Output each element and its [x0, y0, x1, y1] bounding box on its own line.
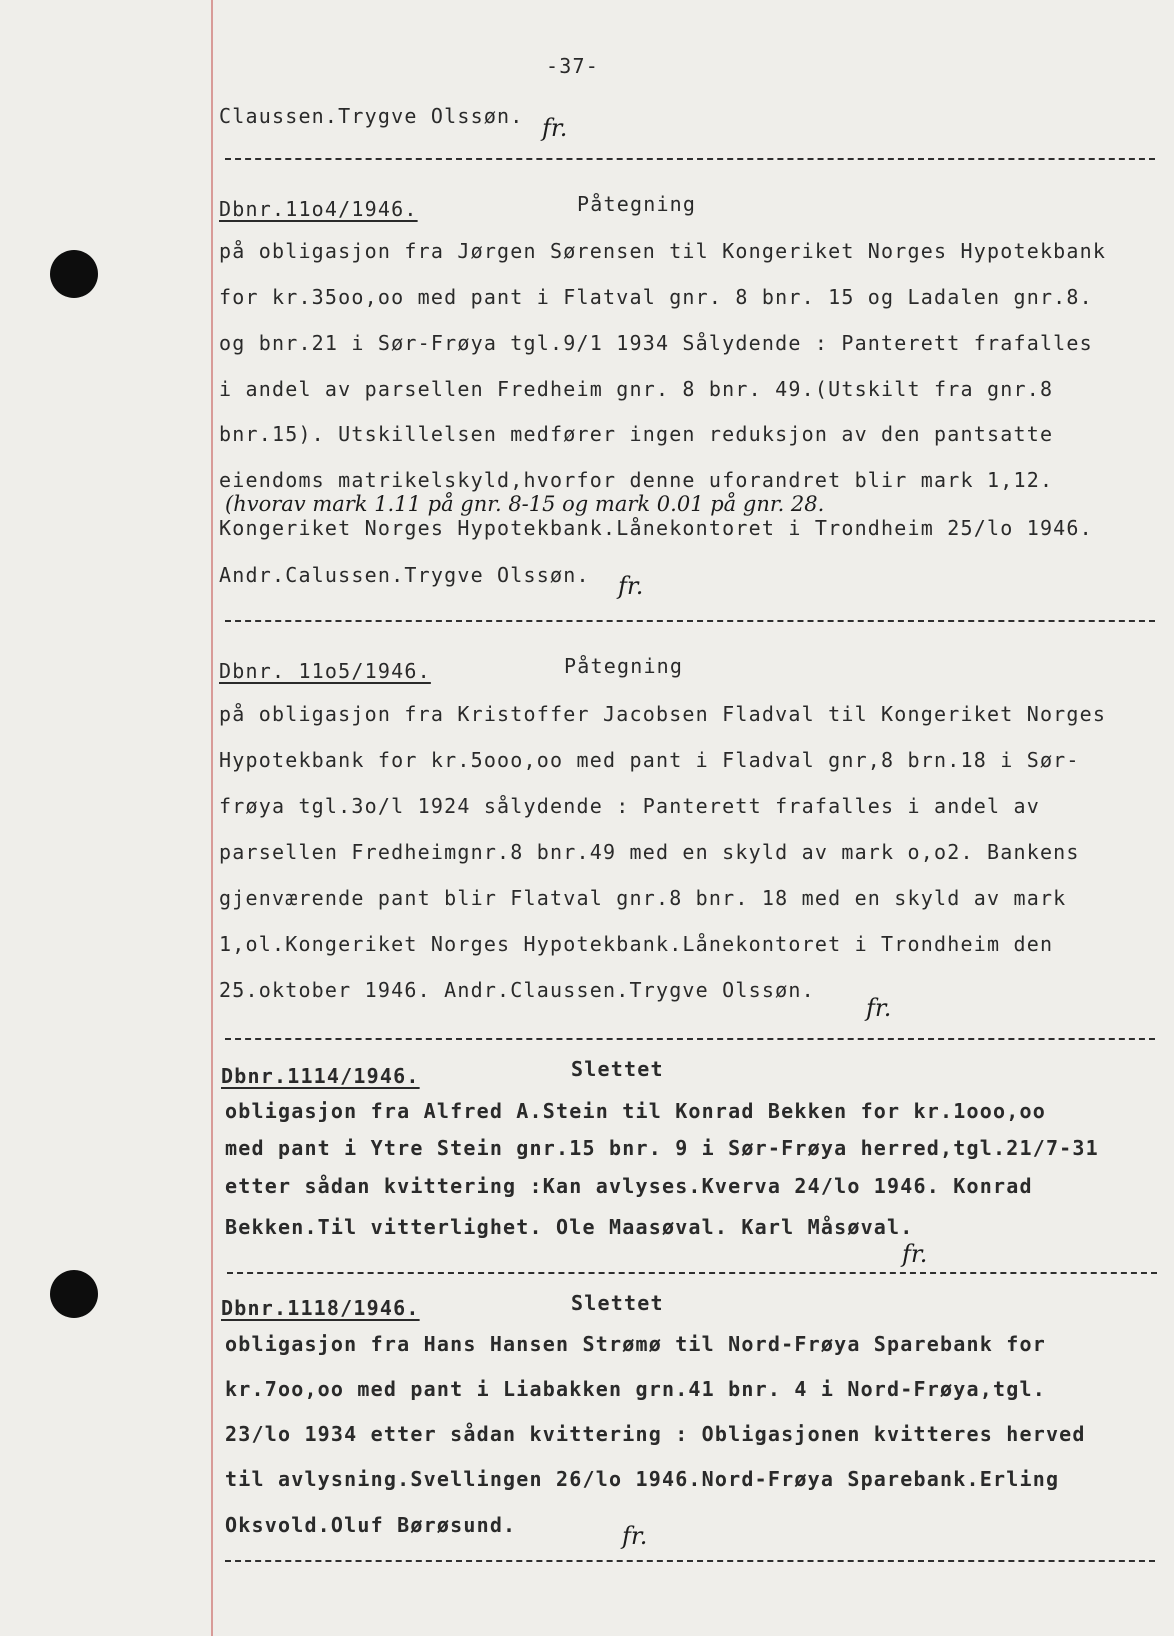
punch-hole: [50, 250, 98, 298]
entry-line: Oksvold.Oluf Børøsund.: [225, 1513, 517, 1537]
entry-line: på obligasjon fra Jørgen Sørensen til Kongeriket Norges Hypotekbank: [219, 239, 1107, 263]
entry-line: 25.oktober 1946. Andr.Claussen.Trygve Olssøn.: [219, 978, 815, 1002]
entry-line: obligasjon fra Hans Hansen Strømø til Nord-Frøya Sparebank for: [225, 1332, 1046, 1356]
entry-ref: Dbnr. 11o5/1946.: [219, 659, 431, 683]
initials-mark: fr.: [618, 572, 644, 600]
entry-type: Påtegning: [577, 192, 697, 216]
entry-ref: Dbnr.11o4/1946.: [219, 197, 418, 221]
initials-mark: fr.: [542, 114, 568, 142]
handwritten-note: (hvorav mark 1.11 på gnr. 8-15 og mark 0.01 på gnr. 28.: [225, 492, 825, 516]
entry-line: på obligasjon fra Kristoffer Jacobsen Fladval til Kongeriket Norges: [219, 702, 1107, 726]
entry-line: 1,ol.Kongeriket Norges Hypotekbank.Lånekontoret i Trondheim den: [219, 932, 1054, 956]
entry-line: Hypotekbank for kr.5ooo,oo med pant i Fladval gnr,8 brn.18 i Sør-: [219, 748, 1080, 772]
entry-ref: Dbnr.1118/1946.: [221, 1296, 420, 1320]
prev-signature: Claussen.Trygve Olssøn.: [219, 104, 524, 128]
entry-line: for kr.35oo,oo med pant i Flatval gnr. 8 bnr. 15 og Ladalen gnr.8.: [219, 285, 1093, 309]
punch-hole: [50, 1270, 98, 1318]
entry-line: med pant i Ytre Stein gnr.15 bnr. 9 i Sør-Frøya herred,tgl.21/7-31: [225, 1136, 1099, 1160]
entry-line: Kongeriket Norges Hypotekbank.Lånekontoret i Trondheim 25/lo 1946.: [219, 516, 1093, 540]
entry-line: eiendoms matrikelskyld,hvorfor denne uforandret blir mark 1,12.: [219, 468, 1054, 492]
entry-line: 23/lo 1934 etter sådan kvittering : Obligasjonen kvitteres herved: [225, 1422, 1086, 1446]
entry-type: Påtegning: [564, 654, 684, 678]
entry-line: og bnr.21 i Sør-Frøya tgl.9/1 1934 Sålydende : Panterett frafalles: [219, 331, 1093, 355]
initials-mark: fr.: [902, 1240, 928, 1268]
entry-type: Slettet: [571, 1057, 664, 1081]
entry-line: obligasjon fra Alfred A.Stein til Konrad Bekken for kr.1ooo,oo: [225, 1099, 1046, 1123]
entry-type: Slettet: [571, 1291, 664, 1315]
entry-line: kr.7oo,oo med pant i Liabakken grn.41 bnr. 4 i Nord-Frøya,tgl.: [225, 1377, 1046, 1401]
separator-line: [227, 1272, 1157, 1274]
entry-line: frøya tgl.3o/l 1924 sålydende : Panterett frafalles i andel av: [219, 794, 1040, 818]
entry-line: etter sådan kvittering :Kan avlyses.Kverva 24/lo 1946. Konrad: [225, 1174, 1033, 1198]
entry-line: bnr.15). Utskillelsen medfører ingen reduksjon av den pantsatte: [219, 422, 1054, 446]
entry-line: Bekken.Til vitterlighet. Ole Maasøval. Karl Måsøval.: [225, 1215, 914, 1239]
separator-line: [225, 1560, 1155, 1562]
entry-line: Andr.Calussen.Trygve Olssøn.: [219, 563, 590, 587]
margin-rule: [211, 0, 213, 1636]
separator-line: [225, 158, 1155, 160]
entry-line: i andel av parsellen Fredheim gnr. 8 bnr. 49.(Utskilt fra gnr.8: [219, 377, 1054, 401]
page-number: -37-: [546, 54, 599, 78]
entry-ref: Dbnr.1114/1946.: [221, 1064, 420, 1088]
initials-mark: fr.: [622, 1522, 648, 1550]
separator-line: [225, 620, 1155, 622]
initials-mark: fr.: [866, 994, 892, 1022]
entry-line: til avlysning.Svellingen 26/lo 1946.Nord-Frøya Sparebank.Erling: [225, 1467, 1060, 1491]
separator-line: [225, 1038, 1155, 1040]
entry-line: gjenværende pant blir Flatval gnr.8 bnr. 18 med en skyld av mark: [219, 886, 1067, 910]
entry-line: parsellen Fredheimgnr.8 bnr.49 med en skyld av mark o,o2. Bankens: [219, 840, 1080, 864]
